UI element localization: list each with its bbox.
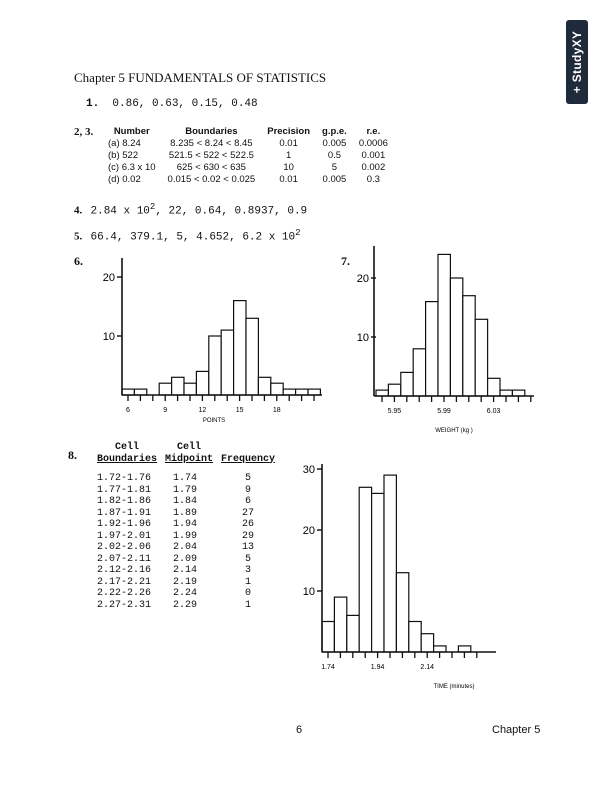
cell-boundary: 1.82-1.86 xyxy=(97,496,152,507)
histogram-bar xyxy=(296,389,308,395)
superscript: 2 xyxy=(149,202,156,212)
cell-frequency: 3 xyxy=(245,565,252,576)
col-precision: Precision xyxy=(267,126,311,137)
x-tick-label: 12 xyxy=(198,407,207,414)
question-number: 4. xyxy=(74,204,83,217)
cell-boundary: 1.97-2.01 xyxy=(97,530,152,542)
cell: 0.3 xyxy=(366,174,380,185)
table-header-row-1 xyxy=(93,442,279,454)
histogram-bar xyxy=(209,336,221,395)
answer-text-continued: , 22, 0.64, 0.8937, 0.9 xyxy=(155,205,308,218)
question-number: 5. xyxy=(74,230,83,243)
histogram-bar xyxy=(308,389,320,395)
cell-frequency: 6 xyxy=(245,496,252,507)
cell-midpoint: 1.94 xyxy=(173,519,198,530)
answer-text: 0.86, 0.63, 0.15, 0.48 xyxy=(112,98,258,110)
cell-midpoint: 1.79 xyxy=(173,484,198,496)
frequency-table xyxy=(93,442,279,611)
x-tick-label: 5.99 xyxy=(437,408,451,415)
x-axis-label: WEIGHT (kg ) xyxy=(435,428,473,434)
cell-midpoint: 1.89 xyxy=(173,507,198,519)
histogram-time xyxy=(296,460,508,700)
histogram-bar xyxy=(359,487,371,652)
col-gpe: g.p.e. xyxy=(322,126,347,137)
table-header-row-2 xyxy=(93,454,279,466)
table-row xyxy=(93,577,279,589)
histogram-bar xyxy=(421,634,433,652)
y-tick-label: 20 xyxy=(302,525,315,537)
x-tick-label: 2.14 xyxy=(420,664,435,671)
cell: 0.002 xyxy=(361,162,386,173)
table-header-row xyxy=(102,126,394,138)
histogram-bar xyxy=(450,278,462,396)
cell: (b) 522 xyxy=(108,150,139,161)
cell-boundary: 1.77-1.81 xyxy=(97,484,152,496)
cell-boundary: 2.12-2.16 xyxy=(97,565,152,576)
cell-midpoint: 2.19 xyxy=(173,576,198,588)
cell-frequency: 1 xyxy=(245,576,252,588)
histogram-bar xyxy=(184,383,196,395)
badge-text: + StudyXY xyxy=(570,30,584,94)
table-row xyxy=(93,600,279,612)
table-row xyxy=(93,554,279,566)
histogram-points xyxy=(90,258,335,430)
cell-boundary: 2.17-2.21 xyxy=(97,576,152,588)
histogram-bar xyxy=(234,301,246,395)
table-row xyxy=(102,150,394,162)
col-number: Number xyxy=(113,126,150,137)
answer-text: 2.84 x 10 xyxy=(90,205,150,218)
page-number: 6 xyxy=(296,724,303,736)
cell: (a) 8.24 xyxy=(108,138,141,149)
cell: 5 xyxy=(331,162,338,173)
cell-midpoint: 2.29 xyxy=(173,599,198,611)
col-re: r.e. xyxy=(366,126,381,137)
table-row xyxy=(93,485,279,497)
page-title: Chapter 5 FUNDAMENTALS OF STATISTICS xyxy=(74,70,327,85)
answer-4 xyxy=(74,202,307,218)
histogram-bar xyxy=(258,377,270,395)
cell-midpoint: 1.99 xyxy=(173,530,198,542)
precision-table xyxy=(102,126,394,186)
cell: 521.5 < 522 < 522.5 xyxy=(168,150,254,161)
histogram-bar xyxy=(458,646,470,652)
histogram-bar xyxy=(271,383,283,395)
table-row xyxy=(93,588,279,600)
cell: 0.01 xyxy=(279,174,298,185)
cell: 625 < 630 < 635 xyxy=(176,162,246,173)
question-number-2-3: 2, 3. xyxy=(74,126,94,138)
cell-boundary: 2.02-2.06 xyxy=(97,542,152,553)
cell-frequency: 0 xyxy=(245,588,252,599)
chapter-label: Chapter 5 xyxy=(492,724,541,736)
cell-boundary: 1.72-1.76 xyxy=(97,473,152,484)
histogram-weight xyxy=(344,246,544,436)
question-number-8: 8. xyxy=(68,448,77,462)
x-tick-label: 9 xyxy=(163,407,168,414)
cell: (c) 6.3 x 10 xyxy=(108,162,156,173)
table-row xyxy=(102,174,394,186)
histogram-bar xyxy=(438,254,450,396)
histogram-bar xyxy=(396,573,408,652)
histogram-bar xyxy=(500,390,512,396)
table-row xyxy=(93,496,279,508)
col-midpoint: Midpoint xyxy=(165,453,214,465)
cell-midpoint: 2.09 xyxy=(173,553,198,565)
cell-boundary: 2.07-2.11 xyxy=(97,553,152,565)
cell-boundary: 1.87-1.91 xyxy=(97,507,152,519)
x-tick-label: 6.03 xyxy=(486,408,501,415)
col-frequency: Frequency xyxy=(221,453,276,465)
cell: 0.0006 xyxy=(358,138,388,149)
histogram-bar xyxy=(376,390,388,396)
histogram-bar xyxy=(475,319,487,396)
x-tick-label: 1.94 xyxy=(370,664,385,671)
histogram-bar xyxy=(384,475,396,652)
table-row xyxy=(93,542,279,554)
histogram-bar xyxy=(172,377,184,395)
cell: (d) 0.02 xyxy=(108,174,141,185)
col-empty xyxy=(217,442,279,454)
cell-frequency: 29 xyxy=(242,530,255,542)
answer-text: 66.4, 379.1, 5, 4.652, 6.2 x 10 xyxy=(90,231,296,244)
cell: 8.235 < 8.24 < 8.45 xyxy=(170,138,253,149)
x-tick-label: 1.74 xyxy=(321,664,335,671)
x-tick-label: 5.95 xyxy=(387,408,402,415)
table-row xyxy=(93,473,279,485)
histogram-bar xyxy=(196,371,208,395)
histogram-bar xyxy=(409,622,421,653)
cell-frequency: 5 xyxy=(245,553,252,565)
table-row xyxy=(93,565,279,577)
x-tick-label: 6 xyxy=(126,407,130,414)
question-number-6: 6. xyxy=(74,254,83,268)
y-tick-label: 10 xyxy=(102,331,115,343)
question-number-7: 7. xyxy=(341,254,350,268)
cell-frequency: 26 xyxy=(242,519,255,530)
histogram-bar xyxy=(246,318,258,395)
question-number: 1. xyxy=(86,98,100,110)
histogram-bar xyxy=(283,389,295,395)
histogram-bar xyxy=(401,372,413,396)
cell-midpoint: 2.04 xyxy=(173,542,198,553)
cell-frequency: 5 xyxy=(245,473,252,484)
table-row xyxy=(102,162,394,174)
cell-midpoint: 1.74 xyxy=(173,473,198,484)
histogram-bar xyxy=(347,615,359,652)
histogram-bar xyxy=(134,389,146,395)
histogram-bar xyxy=(512,390,524,396)
cell-midpoint: 2.14 xyxy=(173,565,198,576)
col-cell-label: Cell xyxy=(115,442,140,453)
table-row xyxy=(93,519,279,531)
y-tick-label: 10 xyxy=(356,332,369,344)
x-tick-label: 18 xyxy=(272,407,281,414)
y-tick-label: 10 xyxy=(302,586,315,598)
y-tick-label: 20 xyxy=(356,273,369,285)
histogram-bar xyxy=(413,349,425,396)
answer-5 xyxy=(74,228,301,244)
col-cell-label: Cell xyxy=(177,442,202,453)
cell: 1 xyxy=(285,150,292,161)
cell: 0.005 xyxy=(322,174,347,185)
x-axis-label: POINTS xyxy=(202,418,226,424)
histogram-bar xyxy=(426,302,438,396)
histogram-bar xyxy=(159,383,171,395)
cell-boundary: 2.27-2.31 xyxy=(97,599,152,611)
histogram-bar xyxy=(488,378,500,396)
cell: 0.005 xyxy=(322,138,347,149)
cell-boundary: 2.22-2.26 xyxy=(97,588,152,599)
answer-1 xyxy=(86,98,258,110)
histogram-bar xyxy=(388,384,400,396)
col-boundaries: Boundaries xyxy=(97,453,158,465)
cell: 10 xyxy=(283,162,294,173)
cell-frequency: 9 xyxy=(245,484,252,496)
histogram-bar xyxy=(372,493,384,652)
table-row xyxy=(93,531,279,543)
histogram-bar xyxy=(122,389,134,395)
cell: 0.5 xyxy=(327,150,342,161)
x-axis-label: TIME (minutes) xyxy=(433,684,475,690)
cell-midpoint: 2.24 xyxy=(173,588,198,599)
cell-midpoint: 1.84 xyxy=(173,496,198,507)
cell-frequency: 1 xyxy=(245,599,252,611)
cell: 0.01 xyxy=(279,138,298,149)
table-row xyxy=(93,508,279,520)
col-boundaries: Boundaries xyxy=(185,126,238,137)
cell-frequency: 13 xyxy=(242,542,255,553)
cell: 0.001 xyxy=(361,150,386,161)
histogram-bar xyxy=(463,296,475,396)
histogram-bar xyxy=(221,330,233,395)
studyxy-badge[interactable] xyxy=(566,20,588,104)
cell-boundary: 1.92-1.96 xyxy=(97,519,152,530)
table-row xyxy=(102,138,394,150)
cell-frequency: 27 xyxy=(242,507,255,519)
superscript: 2 xyxy=(295,228,301,238)
x-tick-label: 15 xyxy=(235,407,244,414)
cell: 0.015 < 0.02 < 0.025 xyxy=(167,174,256,185)
y-tick-label: 30 xyxy=(302,464,315,476)
histogram-bar xyxy=(334,597,346,652)
histogram-bar xyxy=(434,646,446,652)
histogram-bar xyxy=(322,622,334,653)
y-tick-label: 20 xyxy=(102,272,115,284)
